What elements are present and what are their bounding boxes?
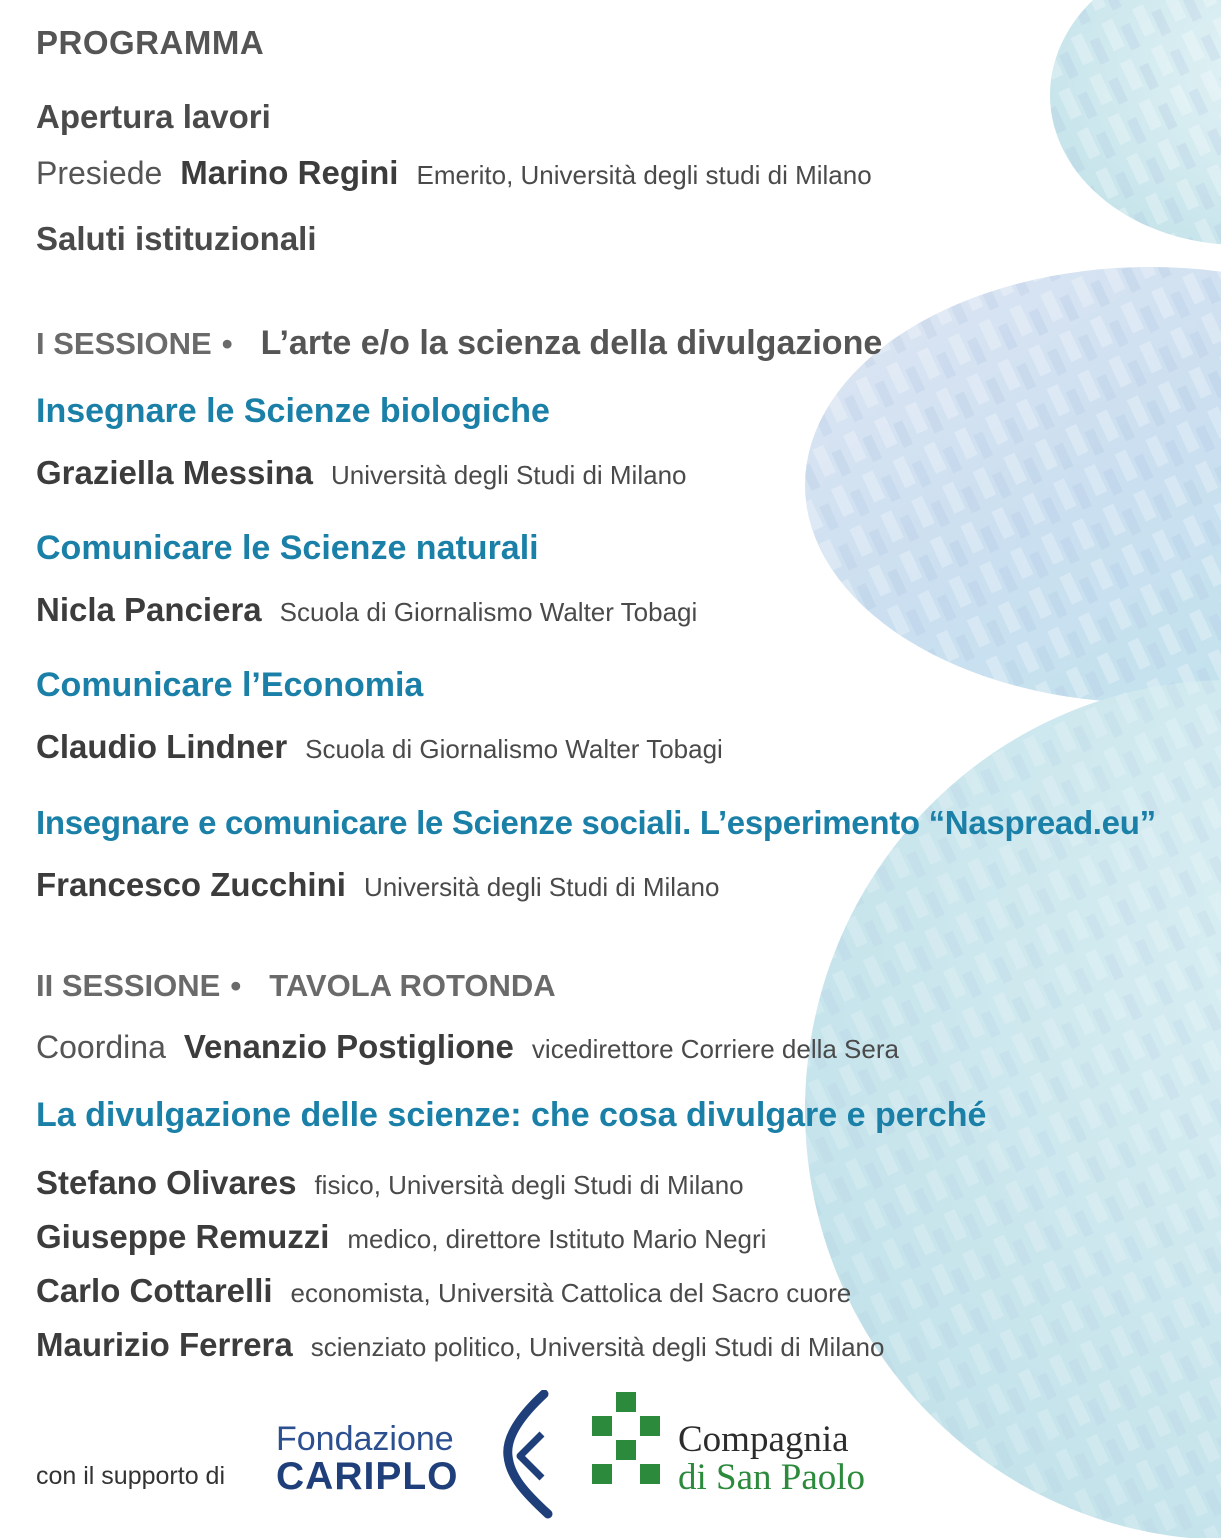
speaker-affiliation: Scuola di Giornalismo Walter Tobagi bbox=[279, 597, 698, 627]
chair-name: Marino Regini bbox=[180, 154, 399, 191]
speaker-name: Claudio Lindner bbox=[36, 728, 288, 765]
session1-label: I SESSIONE bbox=[36, 326, 212, 361]
session1-title: L’arte e/o la scienza della divulgazione bbox=[260, 324, 883, 362]
chair-role: Presiede bbox=[36, 155, 163, 191]
session2-label: II SESSIONE bbox=[36, 968, 221, 1003]
chair-affiliation: Emerito, Università degli studi di Milano bbox=[416, 160, 872, 190]
cariplo-emblem-icon bbox=[498, 1390, 558, 1522]
panelist-name: Maurizio Ferrera bbox=[36, 1326, 293, 1363]
panelist-name: Carlo Cottarelli bbox=[36, 1272, 273, 1309]
opening-chair bbox=[36, 154, 872, 192]
speaker-name: Francesco Zucchini bbox=[36, 866, 346, 903]
coordinator-affiliation: vicedirettore Corriere della Sera bbox=[531, 1034, 899, 1064]
sanpaolo-logo-line2: di San Paolo bbox=[678, 1457, 866, 1498]
session2-separator: • bbox=[230, 968, 242, 1003]
talk-speaker-line bbox=[36, 866, 719, 904]
greetings: Saluti istituzionali bbox=[36, 220, 317, 257]
opening-title: Apertura lavori bbox=[36, 98, 271, 135]
speaker-affiliation: Università degli Studi di Milano bbox=[330, 460, 687, 490]
session2-title: TAVOLA ROTONDA bbox=[269, 968, 556, 1003]
talk-speaker-line bbox=[36, 728, 723, 766]
talk-title: Comunicare l’Economia bbox=[36, 666, 424, 704]
session1-heading bbox=[36, 324, 882, 363]
page-title: PROGRAMMA bbox=[36, 24, 265, 61]
panel-title: La divulgazione delle scienze: che cosa divulgare e perché bbox=[36, 1096, 987, 1134]
coordinator-role: Coordina bbox=[36, 1029, 166, 1065]
panelist-line bbox=[36, 1326, 884, 1364]
cariplo-logo-line1: Fondazione bbox=[276, 1420, 454, 1458]
sanpaolo-logo-line1: Compagnia bbox=[678, 1419, 849, 1460]
cariplo-logo-line2: CARIPLO bbox=[276, 1455, 459, 1498]
support-text: con il supporto di bbox=[36, 1462, 226, 1490]
speaker-affiliation: Scuola di Giornalismo Walter Tobagi bbox=[305, 734, 723, 764]
coordinator-name: Venanzio Postiglione bbox=[183, 1028, 514, 1065]
panelist-affiliation: scienziato politico, Università degli Studi di Milano bbox=[310, 1332, 885, 1362]
panelist-affiliation: economista, Università Cattolica del Sacro cuore bbox=[290, 1278, 852, 1308]
talk-speaker-line bbox=[36, 591, 697, 629]
talk-title: Insegnare e comunicare le Scienze sociali. L’esperimento “Naspread.eu” bbox=[36, 804, 1156, 841]
talk-title: Comunicare le Scienze naturali bbox=[36, 529, 539, 567]
panelist-name: Stefano Olivares bbox=[36, 1164, 297, 1201]
panelist-line bbox=[36, 1164, 744, 1202]
talk-speaker-line bbox=[36, 454, 687, 492]
speaker-name: Nicla Panciera bbox=[36, 591, 262, 628]
panelist-name: Giuseppe Remuzzi bbox=[36, 1218, 330, 1255]
panelist-affiliation: medico, direttore Istituto Mario Negri bbox=[347, 1224, 767, 1254]
speaker-name: Graziella Messina bbox=[36, 454, 313, 491]
panelist-line bbox=[36, 1218, 766, 1256]
session2-heading bbox=[36, 968, 556, 1004]
coordinator-line bbox=[36, 1028, 899, 1066]
panelist-line bbox=[36, 1272, 851, 1310]
panelist-affiliation: fisico, Università degli Studi di Milano bbox=[314, 1170, 744, 1200]
sanpaolo-checker-icon bbox=[592, 1392, 664, 1488]
speaker-affiliation: Università degli Studi di Milano bbox=[363, 872, 720, 902]
talk-title: Insegnare le Scienze biologiche bbox=[36, 392, 550, 430]
session1-separator: • bbox=[221, 326, 233, 361]
